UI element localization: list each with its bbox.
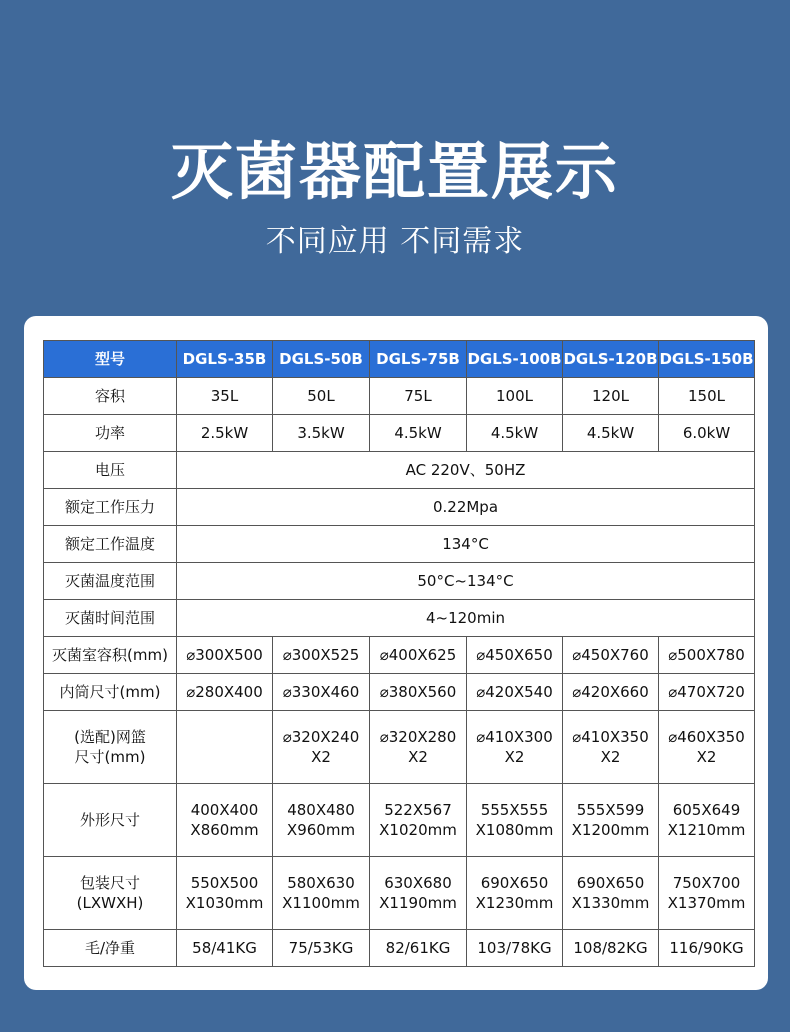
table-cell: 6.0kW	[659, 415, 755, 452]
table-row-temperature	[44, 526, 755, 563]
table-cell-merged: AC 220V、50HZ	[177, 452, 755, 489]
header-cell-dgls-150b: DGLS-150B	[659, 341, 755, 378]
table-cell: 75/53KG	[273, 930, 370, 967]
table-cell: ⌀400X625	[370, 637, 467, 674]
table-cell: 2.5kW	[177, 415, 273, 452]
table-cell: ⌀450X650	[467, 637, 563, 674]
table-cell: 400X400 X860mm	[177, 784, 273, 857]
row-label: 容积	[44, 378, 177, 415]
page-title: 灭菌器配置展示	[170, 135, 619, 208]
table-cell: 4.5kW	[563, 415, 659, 452]
table-cell: ⌀300X525	[273, 637, 370, 674]
table-cell: 750X700 X1370mm	[659, 857, 755, 930]
table-row-package-dimensions	[44, 857, 755, 930]
table-row-power	[44, 415, 755, 452]
table-cell: ⌀500X780	[659, 637, 755, 674]
table-cell: ⌀280X400	[177, 674, 273, 711]
row-label: 额定工作温度	[44, 526, 177, 563]
table-cell	[177, 711, 273, 784]
table-cell: ⌀380X560	[370, 674, 467, 711]
table-cell-merged: 4~120min	[177, 600, 755, 637]
table-cell: 580X630 X1100mm	[273, 857, 370, 930]
table-cell: ⌀460X350 X2	[659, 711, 755, 784]
table-cell: 82/61KG	[370, 930, 467, 967]
table-cell: ⌀420X660	[563, 674, 659, 711]
table-cell: ⌀470X720	[659, 674, 755, 711]
header-cell-dgls-120b: DGLS-120B	[563, 341, 659, 378]
row-label: 内筒尺寸(mm)	[44, 674, 177, 711]
table-cell: 480X480 X960mm	[273, 784, 370, 857]
header-cell-model: 型号	[44, 341, 177, 378]
table-cell: 550X500 X1030mm	[177, 857, 273, 930]
table-cell: ⌀420X540	[467, 674, 563, 711]
table-row-outer-dimensions	[44, 784, 755, 857]
table-header-row	[44, 341, 755, 378]
table-row-chamber	[44, 637, 755, 674]
row-label: 功率	[44, 415, 177, 452]
table-cell: ⌀320X280 X2	[370, 711, 467, 784]
row-label: 电压	[44, 452, 177, 489]
table-cell: 4.5kW	[467, 415, 563, 452]
header-cell-dgls-35b: DGLS-35B	[177, 341, 273, 378]
page-subtitle: 不同应用 不同需求	[265, 224, 525, 259]
header-cell-dgls-75b: DGLS-75B	[370, 341, 467, 378]
header-cell-dgls-50b: DGLS-50B	[273, 341, 370, 378]
table-cell: 555X599 X1200mm	[563, 784, 659, 857]
table-cell: ⌀320X240 X2	[273, 711, 370, 784]
row-label: 包装尺寸 (LXWXH)	[44, 857, 177, 930]
header-cell-dgls-100b: DGLS-100B	[467, 341, 563, 378]
table-cell: ⌀300X500	[177, 637, 273, 674]
table-row-volume	[44, 378, 755, 415]
row-label: 额定工作压力	[44, 489, 177, 526]
table-cell: ⌀450X760	[563, 637, 659, 674]
row-label: 灭菌时间范围	[44, 600, 177, 637]
table-cell: 75L	[370, 378, 467, 415]
table-row-sterilization-time-range	[44, 600, 755, 637]
table-cell: 150L	[659, 378, 755, 415]
table-cell: 4.5kW	[370, 415, 467, 452]
spec-table	[43, 340, 755, 967]
table-cell: 103/78KG	[467, 930, 563, 967]
table-cell-merged: 0.22Mpa	[177, 489, 755, 526]
table-cell: 690X650 X1230mm	[467, 857, 563, 930]
table-cell: 605X649 X1210mm	[659, 784, 755, 857]
table-cell: 630X680 X1190mm	[370, 857, 467, 930]
table-cell-merged: 134°C	[177, 526, 755, 563]
table-cell: 50L	[273, 378, 370, 415]
row-label: 毛/净重	[44, 930, 177, 967]
table-cell: 58/41KG	[177, 930, 273, 967]
table-cell: 108/82KG	[563, 930, 659, 967]
row-label: 灭菌温度范围	[44, 563, 177, 600]
table-row-basket	[44, 711, 755, 784]
table-cell: ⌀330X460	[273, 674, 370, 711]
table-cell-merged: 50°C~134°C	[177, 563, 755, 600]
table-row-sterilization-temp-range	[44, 563, 755, 600]
table-cell: 100L	[467, 378, 563, 415]
table-cell: ⌀410X300 X2	[467, 711, 563, 784]
row-label: (选配)网篮 尺寸(mm)	[44, 711, 177, 784]
table-row-inner-cylinder	[44, 674, 755, 711]
table-cell: ⌀410X350 X2	[563, 711, 659, 784]
table-cell: 690X650 X1330mm	[563, 857, 659, 930]
table-cell: 120L	[563, 378, 659, 415]
table-row-voltage	[44, 452, 755, 489]
table-cell: 3.5kW	[273, 415, 370, 452]
row-label: 灭菌室容积(mm)	[44, 637, 177, 674]
table-row-weight	[44, 930, 755, 967]
table-cell: 555X555 X1080mm	[467, 784, 563, 857]
table-cell: 116/90KG	[659, 930, 755, 967]
table-cell: 35L	[177, 378, 273, 415]
row-label: 外形尺寸	[44, 784, 177, 857]
table-cell: 522X567 X1020mm	[370, 784, 467, 857]
table-row-pressure	[44, 489, 755, 526]
